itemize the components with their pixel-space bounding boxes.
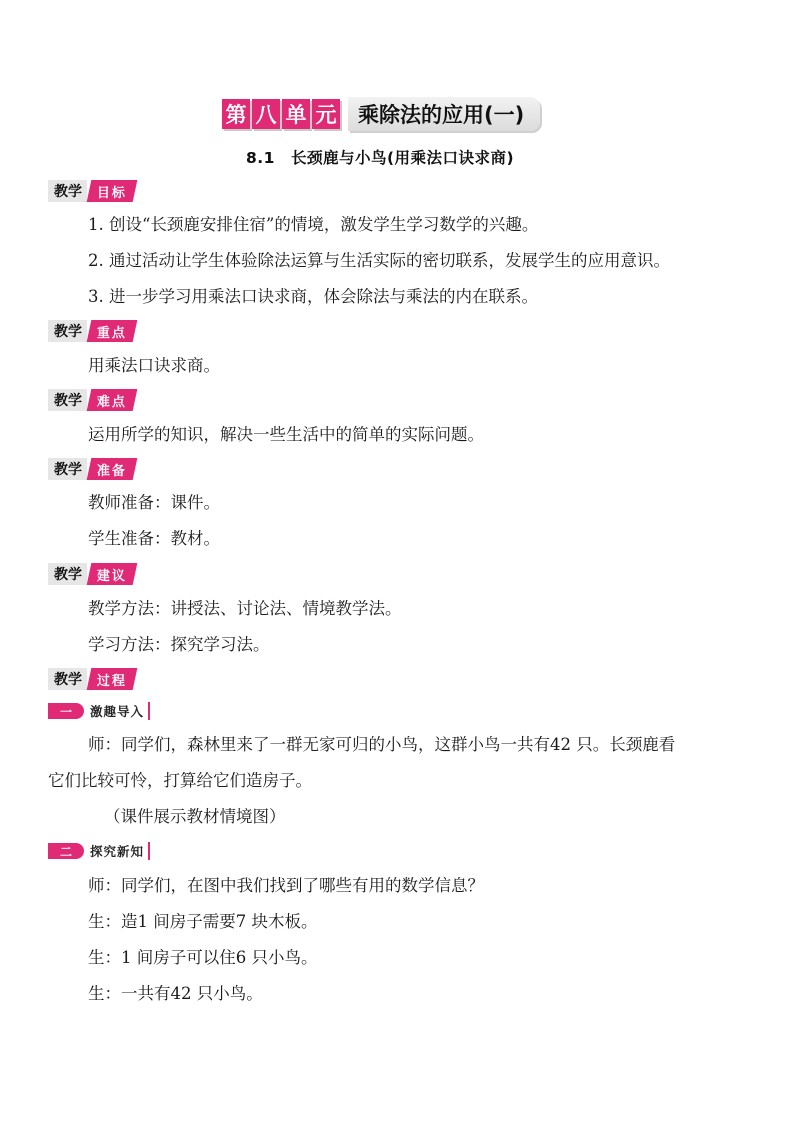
key-points-text: 用乘法口诀求商。 [88, 356, 220, 375]
step-number: 一 [48, 703, 84, 719]
dialogue-line: 师：同学们，在图中我们找到了哪些有用的数学信息？ [88, 876, 484, 895]
unit-banner [222, 96, 540, 132]
step-label: 探究新知 [90, 844, 145, 859]
unit-char: 八 [252, 99, 280, 129]
tag-left: 教学 [48, 458, 87, 480]
para-line: 师：同学们，森林里来了一群无家可归的小鸟，这群小鸟一共有42 只。长颈鹿看 [88, 735, 676, 754]
step-number: 二 [48, 843, 84, 859]
section-tag-difficulties [48, 389, 135, 411]
step-bar [148, 842, 150, 860]
tag-right: 准备 [87, 458, 138, 480]
goal-item: 2. 通过活动让学生体验除法运算与生活实际的密切联系，发展学生的应用意识。 [88, 251, 670, 270]
unit-char: 单 [282, 99, 310, 129]
tag-right: 目标 [87, 180, 138, 202]
dialogue-line: 生：一共有42 只小鸟。 [88, 984, 263, 1003]
difficulties-text: 运用所学的知识，解决一些生活中的简单的实际问题。 [88, 425, 484, 444]
lesson-number: 8.1 [246, 149, 275, 167]
goal-item: 3. 进一步学习用乘法口诀求商，体会除法与乘法的内在联系。 [88, 287, 538, 306]
lesson-title [246, 146, 514, 168]
tag-left: 教学 [48, 563, 87, 585]
step-marker-1 [48, 702, 150, 720]
dialogue-line: 生：1 间房子可以住6 只小鸟。 [88, 948, 318, 967]
step-marker-2 [48, 842, 150, 860]
section-tag-process [48, 668, 135, 690]
lesson-title-text: 长颈鹿与小鸟(用乘法口诀求商) [290, 149, 515, 167]
tag-right: 难点 [87, 389, 138, 411]
student-preparation: 学生准备：教材。 [88, 529, 220, 548]
section-tag-suggestions [48, 563, 135, 585]
step-bar [148, 702, 150, 720]
tag-left: 教学 [48, 668, 87, 690]
dialogue-line: 生：造1 间房子需要7 块木板。 [88, 912, 318, 931]
unit-char: 元 [312, 99, 340, 129]
tag-left: 教学 [48, 320, 87, 342]
tag-left: 教学 [48, 389, 87, 411]
tag-left: 教学 [48, 180, 87, 202]
section-tag-goals [48, 180, 135, 202]
section-tag-preparation [48, 458, 135, 480]
step-label: 激趣导入 [90, 704, 145, 719]
learning-method: 学习方法：探究学习法。 [88, 635, 270, 654]
unit-label [222, 99, 340, 129]
section-tag-key-points [48, 320, 135, 342]
goal-item: 1. 创设“长颈鹿安排住宿”的情境，激发学生学习数学的兴趣。 [88, 215, 539, 234]
para-line: 它们比较可怜，打算给它们造房子。 [48, 771, 312, 790]
teaching-method: 教学方法：讲授法、讨论法、情境教学法。 [88, 599, 402, 618]
courseware-note: （课件展示教材情境图） [104, 807, 286, 826]
tag-right: 重点 [87, 320, 138, 342]
tag-right: 建议 [87, 563, 138, 585]
intro-paragraph [48, 727, 752, 799]
unit-char: 第 [222, 99, 250, 129]
teacher-preparation: 教师准备：课件。 [88, 493, 220, 512]
tag-right: 过程 [87, 668, 138, 690]
unit-title: 乘除法的应用(一) [348, 97, 540, 131]
